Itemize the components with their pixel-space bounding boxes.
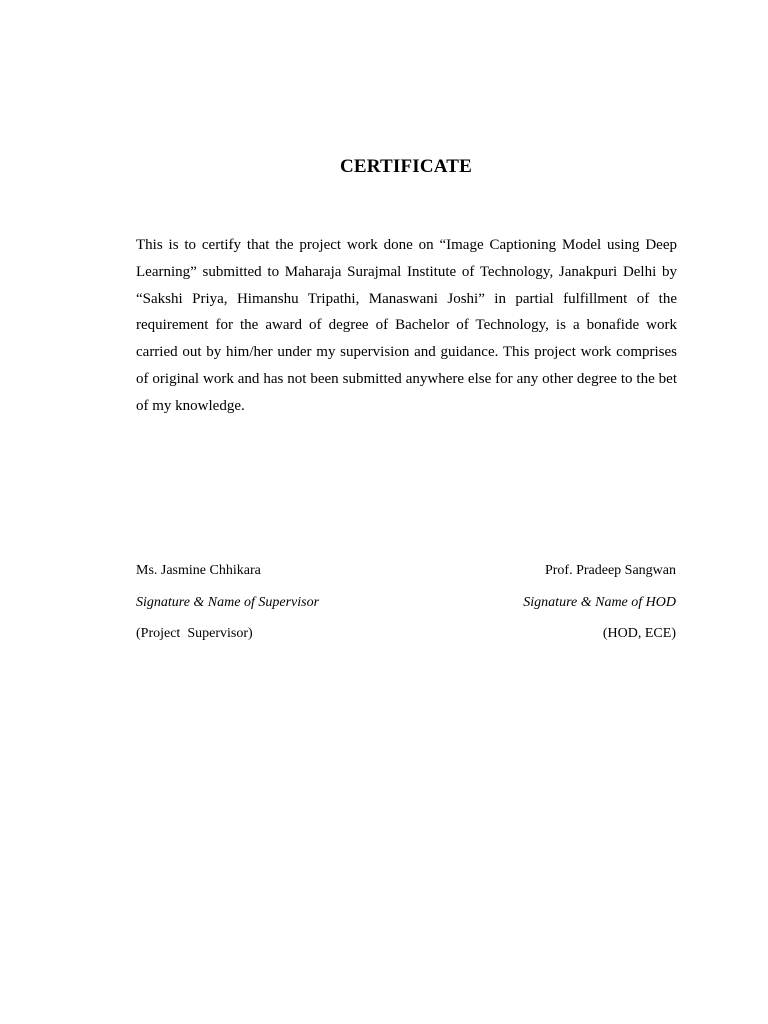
supervisor-name: Ms. Jasmine Chhikara — [136, 563, 261, 578]
hod-signature-caption: Signature & Name of HOD — [523, 594, 676, 610]
supervisor-role: (Project Supervisor) — [136, 626, 253, 641]
hod-signature-block — [523, 561, 676, 656]
hod-role: (HOD, ECE) — [602, 626, 676, 641]
hod-name: Prof. Pradeep Sangwan — [544, 563, 676, 578]
page-title: CERTIFICATE — [339, 156, 473, 177]
supervisor-signature-block — [136, 561, 319, 656]
certificate-body-text: This is to certify that the project work done on “Image Captioning Model using Deep Learning” submitted to Maharaja Surajmal Institute of Technology, Janakpuri Delhi by “Sakshi Priya, Himanshu Tripathi, Manaswani Joshi” in partial fulfillment of the requirement for the award of degree of Bachelor of Technology, is a bonafide work carried out by him/her under my supervision and guidance. This project work comprises of original work and has not been submitted anywhere else for any other degree to the bet of my knowledge. — [136, 237, 677, 414]
supervisor-signature-caption: Signature & Name of Supervisor — [136, 594, 320, 610]
